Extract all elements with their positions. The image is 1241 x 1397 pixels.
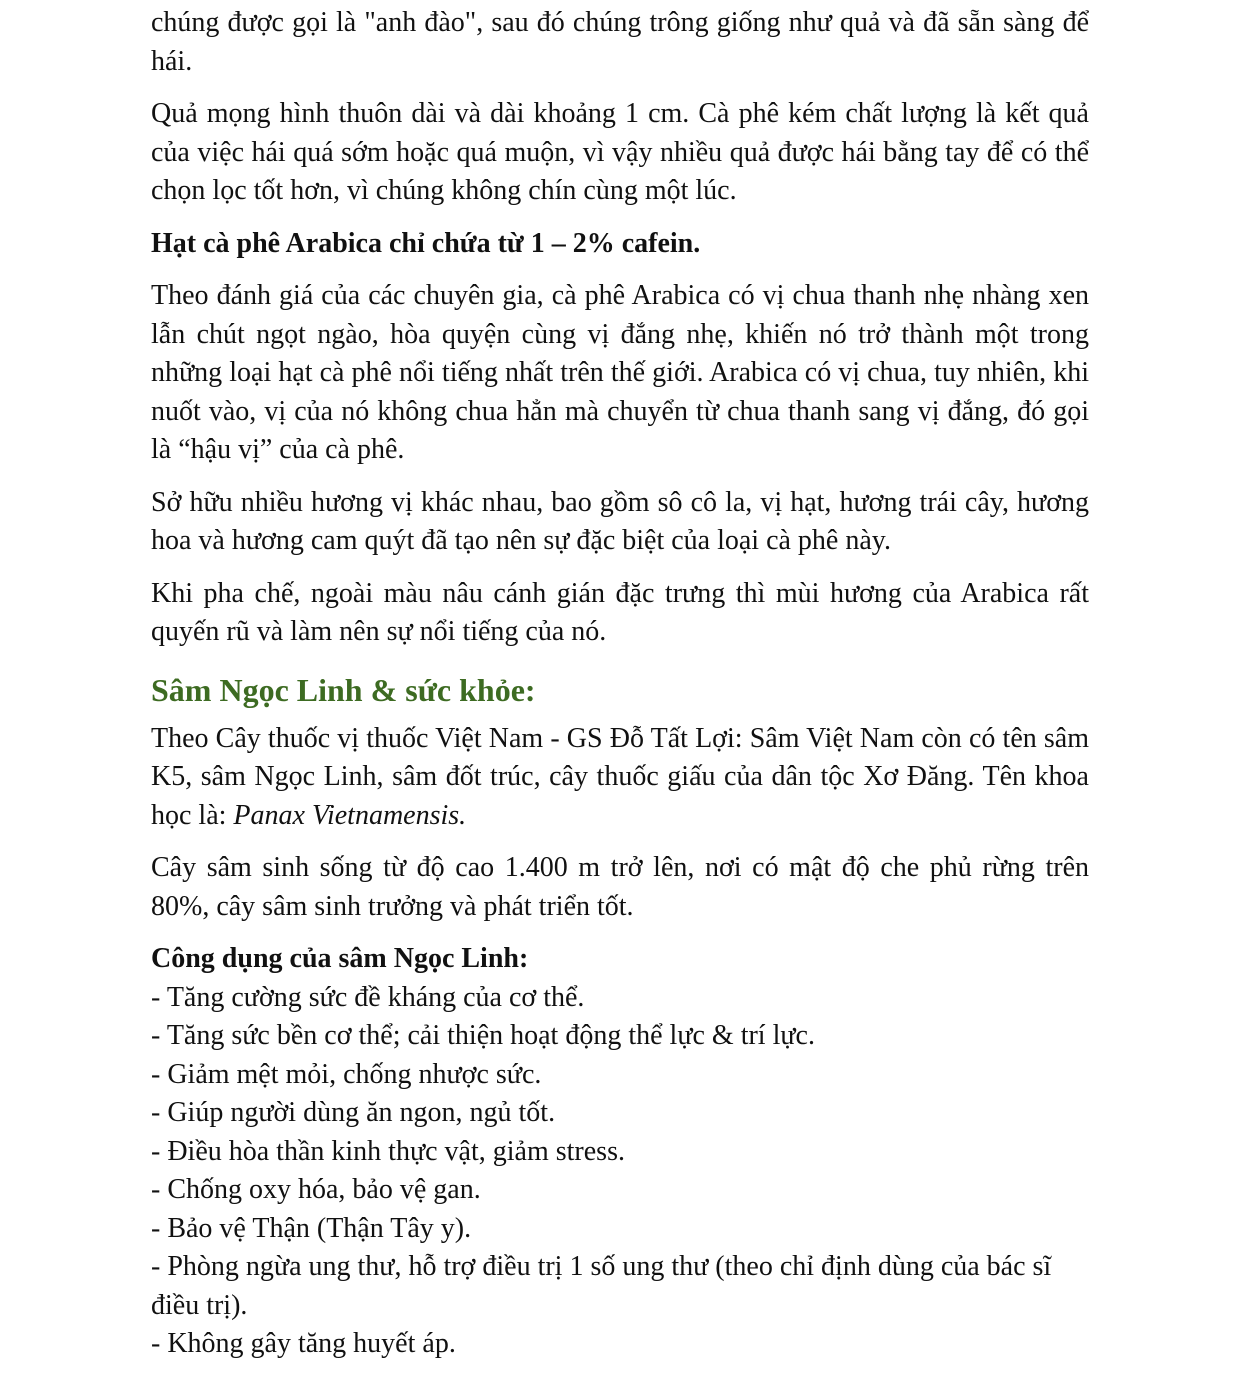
paragraph-ginseng-habitat: Cây sâm sinh sống từ độ cao 1.400 m trở lên, nơi có mật độ che phủ rừng trên 80%, cây sâm sinh trưởng và phát triển tốt. [151,852,1089,922]
paragraph-berry-harvest: Quả mọng hình thuôn dài và dài khoảng 1 cm. Cà phê kém chất lượng là kết quả của việc hái quá sớm hoặc quá muộn, vì vậy nhiều quả được hái bằng tay để có thể chọn lọc tốt hơn, vì chúng không chín cùng một lúc. [151,98,1089,206]
list-item: - Phòng ngừa ung thư, hỗ trợ điều trị 1 số ung thư (theo chỉ định dùng của bác sĩ điều trị). [151,1251,1052,1321]
list-item: - Giảm mệt mỏi, chống nhược sức. [151,1058,542,1090]
section-heading-ginseng: Sâm Ngọc Linh & sức khỏe: [151,671,536,708]
list-item: - Giúp người dùng ăn ngon, ngủ tốt. [151,1097,556,1128]
list-item: - Không gây tăng huyết áp. [151,1328,456,1359]
document-page [151,0,1089,1364]
scientific-name: Panax Vietnamensis. [233,799,467,831]
ginseng-origin-text: Theo Cây thuốc vị thuốc Việt Nam - GS Đỗ Tất Lợi: Sâm Việt Nam còn có tên sâm K5, sâm Ngọc Linh, sâm đốt trúc, cây thuốc giấu của dân tộc Xơ Đăng. Tên khoa học là: [151,722,1089,831]
paragraph-caffeine-note: Hạt cà phê Arabica chỉ chứa từ 1 – 2% cafein. [151,227,701,259]
list-item: - Bảo vệ Thận (Thận Tây y). [151,1212,472,1244]
paragraph-arabica-aroma: Khi pha chế, ngoài màu nâu cánh gián đặc trưng thì mùi hương của Arabica rất quyến rũ và làm nên sự nổi tiếng của nó. [151,577,1089,647]
list-item: - Chống oxy hóa, bảo vệ gan. [151,1174,481,1205]
paragraph-arabica-flavors: Sở hữu nhiều hương vị khác nhau, bao gồm sô cô la, vị hạt, hương trái cây, hương hoa và hương cam quýt đã tạo nên sự đặc biệt của loại cà phê này. [151,486,1089,556]
list-item: - Điều hòa thần kinh thực vật, giảm stress. [151,1135,625,1167]
list-item: - Tăng sức bền cơ thể; cải thiện hoạt động thể lực & trí lực. [151,1020,815,1051]
paragraph-arabica-taste: Theo đánh giá của các chuyên gia, cà phê Arabica có vị chua thanh nhẹ nhàng xen lẫn chút ngọt ngào, hòa quyện cùng vị đắng nhẹ, khiến nó trở thành một trong những loại hạt cà phê nổi tiếng nhất trên thế giới. Arabica có vị chua, tuy nhiên, khi nuốt vào, vị của nó không chua hẳn mà chuyển từ chua thanh sang vị đắng, đó gọi là “hậu vị” của cà phê. [151,280,1089,465]
paragraph-cherry-intro: chúng được gọi là "anh đào", sau đó chúng trông giống như quả và đã sẵn sàng để hái. [151,7,1089,77]
benefits-label: Công dụng của sâm Ngọc Linh: [151,943,529,974]
benefits-list [151,979,1089,1364]
list-item: - Tăng cường sức đề kháng của cơ thể. [151,981,585,1013]
paragraph-ginseng-origin [151,720,1089,836]
